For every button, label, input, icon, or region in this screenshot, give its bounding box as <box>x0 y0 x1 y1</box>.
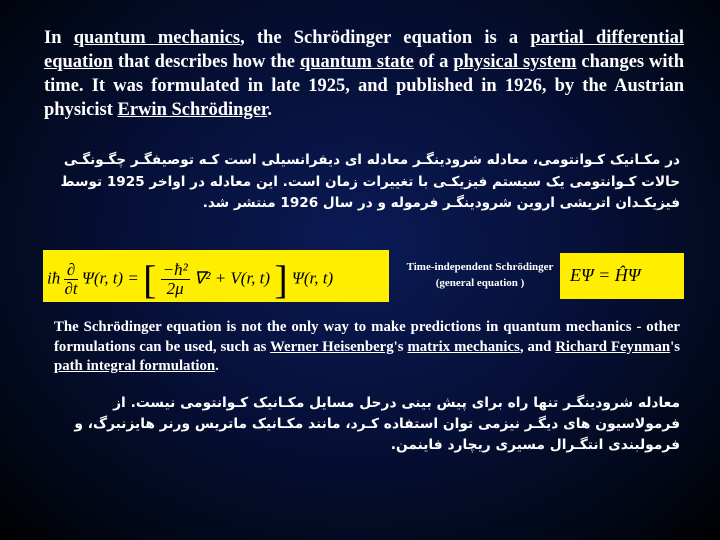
link-path-integral-formulation[interactable]: path integral formulation <box>54 358 216 374</box>
second-text-4: 's <box>670 338 680 355</box>
link-richard-feynman[interactable]: Richard Feynman <box>555 338 671 355</box>
intro-text-2: , the Schrödinger equation is a <box>240 28 531 48</box>
second-text-2: 's <box>393 338 408 355</box>
persian-paragraph-1: در مکـانیک کـوانتومی، معادله شرودینگـر معادله ای دیفرانسیلی است کـه توصیفگـر چگـونگـی حالات کـوانتومی یک سیستم فیزیکـی با تغییرات زمان است. این معادله در اواخر 1925 توسط فیزیکـدان اتریشی اروین شرودینگـر فرموله و در سال 1926 منتشر شد. <box>60 152 680 211</box>
eq-lhs-function: Ψ(r, t) = <box>81 268 139 288</box>
eq-operator-fraction <box>161 261 190 298</box>
eq-bracket-right: ] <box>274 257 288 302</box>
link-partial-differential-equation[interactable]: partial differential equation <box>44 28 684 72</box>
intro-text-6: . <box>267 100 273 120</box>
schrodinger-equation-box <box>43 250 389 302</box>
second-text-3: , and <box>519 338 556 355</box>
eq-partial-fraction <box>64 261 77 298</box>
second-text-1: The Schrödinger equation is not the only way to make predictions in quantum mechanics - other formulations can be used, such as <box>54 319 680 355</box>
second-paragraph <box>54 318 680 377</box>
eq-partial-num: ∂ <box>64 261 77 280</box>
eq-partial-den: ∂t <box>64 279 78 298</box>
intro-text-1: In <box>44 28 74 48</box>
intro-text-5: changes with time. It was formulated in late 1925, and published in 1926, by the Austrian physicist <box>44 52 684 120</box>
link-werner-heisenberg[interactable]: Werner Heisenberg <box>270 338 394 355</box>
equation-caption-line1: Time-independent Schrödinger <box>406 261 554 273</box>
equation-caption <box>395 259 565 291</box>
time-independent-equation-box <box>560 253 684 299</box>
intro-paragraph <box>44 26 684 122</box>
link-quantum-mechanics[interactable]: quantum mechanics <box>73 28 241 48</box>
persian-paragraph-2: معادله شرودینگـر تنها راه برای پیش بینی درحل مسایل مکـانیک کـوانتومی نیست. از فرمولاسیون های دیگـر نیزمی توان استفاده کـرد، مانند مکـانیک ماتریس ورنر هایزنبرگ، و فرمولبندی انتگـرال مسیری ریچارد فاینمن. <box>74 395 680 453</box>
eq-operator-rest: ∇² + V(r, t) <box>193 268 271 288</box>
equation-body <box>47 256 333 303</box>
eq-bracket-left: [ <box>143 257 157 302</box>
intro-text-4: of a <box>413 52 454 72</box>
intro-text-3: that describes how the <box>112 52 300 72</box>
time-independent-equation: EΨ = ĤΨ <box>570 265 641 285</box>
link-physical-system[interactable]: physical system <box>453 52 577 72</box>
link-matrix-mechanics[interactable]: matrix mechanics <box>407 338 520 355</box>
link-quantum-state[interactable]: quantum state <box>299 52 414 72</box>
eq-rhs-function: Ψ(r, t) <box>291 268 334 288</box>
equation-caption-line2: (general equation ) <box>435 277 525 289</box>
eq-operator-num: −ħ² <box>162 260 188 279</box>
eq-lhs-prefix: iħ <box>47 268 61 288</box>
second-text-5: . <box>215 358 219 374</box>
eq-operator-den: 2μ <box>166 279 184 298</box>
link-erwin-schrodinger[interactable]: Erwin Schrödinger <box>117 100 268 120</box>
